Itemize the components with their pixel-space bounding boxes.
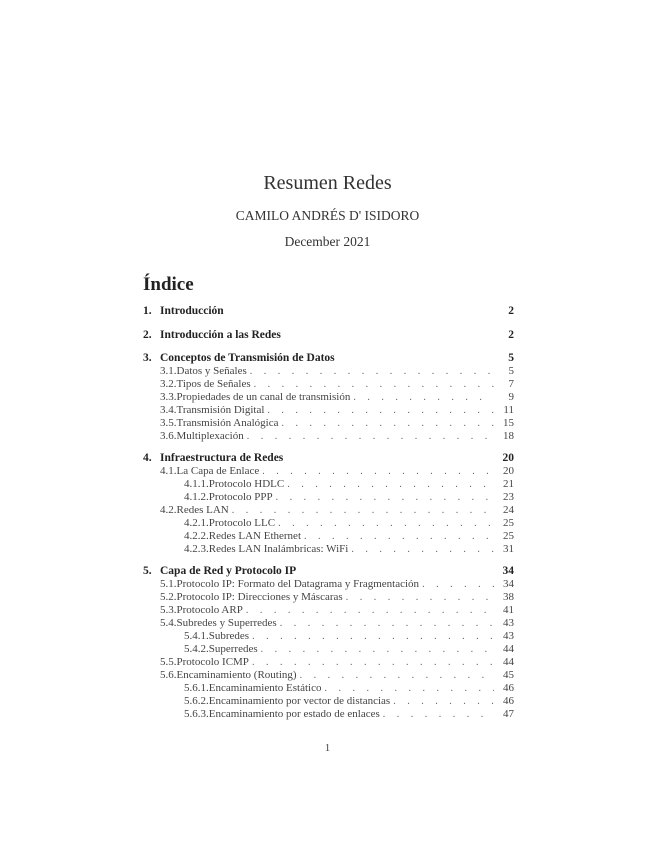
toc-entry[interactable] bbox=[143, 391, 514, 404]
document-date: December 2021 bbox=[284, 234, 371, 249]
toc-entry-number: 4.1. bbox=[160, 465, 177, 477]
toc-entry-label: Redes LAN Inalámbricas: WiFi bbox=[208, 543, 349, 555]
toc-entry-number: 5.3. bbox=[160, 604, 177, 616]
toc-entry-label: Redes LAN bbox=[176, 504, 229, 516]
toc-dot-leader bbox=[280, 617, 494, 630]
toc-entry-page: 20 bbox=[503, 465, 514, 477]
toc-entry[interactable] bbox=[143, 517, 514, 530]
toc-entry-number: 5.4.1. bbox=[184, 630, 209, 642]
toc-entry-page: 43 bbox=[503, 617, 514, 629]
toc-dot-leader bbox=[232, 504, 494, 517]
toc-entry-label: Multiplexación bbox=[176, 430, 244, 442]
toc-dot-leader bbox=[254, 378, 494, 391]
toc-entry-page: 20 bbox=[502, 452, 514, 464]
toc-entry-page: 34 bbox=[503, 578, 514, 590]
toc-dot-leader bbox=[267, 404, 494, 417]
toc-entry[interactable] bbox=[143, 378, 514, 391]
toc-entry-label: Infraestructura de Redes bbox=[160, 452, 284, 464]
toc-dot-leader bbox=[261, 643, 494, 656]
toc-dot-leader bbox=[353, 391, 494, 404]
toc-entry-label: Datos y Señales bbox=[176, 365, 247, 377]
toc-entry[interactable] bbox=[143, 452, 514, 465]
toc-entry-label: Redes LAN Ethernet bbox=[208, 530, 301, 542]
toc-entry-number: 2. bbox=[143, 329, 152, 341]
toc-entry-label: Transmisión Digital bbox=[176, 404, 265, 416]
toc-entry[interactable] bbox=[143, 530, 514, 543]
toc-entry-label: Encaminamiento por estado de enlaces bbox=[208, 708, 380, 720]
toc-entry-label: Encaminamiento por vector de distancias bbox=[208, 695, 391, 707]
toc-entry[interactable] bbox=[143, 417, 514, 430]
toc-entry-number: 4.1.2. bbox=[184, 491, 209, 503]
toc-entry-number: 3.2. bbox=[160, 378, 177, 390]
toc-entry-number: 5.4.2. bbox=[184, 643, 209, 655]
toc-entry[interactable] bbox=[143, 491, 514, 504]
toc-entry[interactable] bbox=[143, 465, 514, 478]
toc-entry-number: 5.6.3. bbox=[184, 708, 209, 720]
toc-entry[interactable] bbox=[143, 365, 514, 378]
toc-entry-page: 38 bbox=[503, 591, 514, 603]
toc-entry-page: 46 bbox=[503, 695, 514, 707]
toc-entry[interactable] bbox=[143, 656, 514, 669]
toc-dot-leader bbox=[281, 417, 494, 430]
toc-entry[interactable] bbox=[143, 504, 514, 517]
toc-dot-leader bbox=[346, 591, 494, 604]
toc-entry-number: 4.2.1. bbox=[184, 517, 209, 529]
toc-entry-label: Protocolo PPP bbox=[208, 491, 273, 503]
toc-dot-leader bbox=[276, 491, 494, 504]
toc-entry-label: Superredes bbox=[208, 643, 258, 655]
toc-entry-number: 4.2. bbox=[160, 504, 177, 516]
toc-entry-label: Protocolo ARP bbox=[176, 604, 243, 616]
toc-dot-leader bbox=[383, 708, 494, 721]
toc-entry[interactable] bbox=[143, 617, 514, 630]
toc-entry-number: 3. bbox=[143, 352, 152, 364]
toc-entry[interactable] bbox=[143, 578, 514, 591]
toc-heading: Índice bbox=[143, 274, 194, 295]
toc-entry-number: 4.2.2. bbox=[184, 530, 209, 542]
toc-entry-label: Subredes bbox=[208, 630, 250, 642]
toc-entry[interactable] bbox=[143, 669, 514, 682]
toc-entry[interactable] bbox=[143, 695, 514, 708]
document-title: Resumen Redes bbox=[263, 172, 392, 194]
toc-entry-page: 25 bbox=[503, 517, 514, 529]
toc-entry-number: 5.1. bbox=[160, 578, 177, 590]
toc-entry-page: 11 bbox=[503, 404, 514, 416]
toc-entry-number: 5.5. bbox=[160, 656, 177, 668]
toc-entry[interactable] bbox=[143, 329, 514, 342]
toc-entry[interactable] bbox=[143, 591, 514, 604]
toc-dot-leader bbox=[393, 695, 494, 708]
toc-entry-page: 18 bbox=[503, 430, 514, 442]
toc-entry-page: 2 bbox=[508, 305, 514, 317]
toc-entry-number: 3.1. bbox=[160, 365, 177, 377]
toc-entry-label: Encaminamiento Estático bbox=[208, 682, 322, 694]
toc-entry-number: 5.2. bbox=[160, 591, 177, 603]
toc-entry-number: 4.1.1. bbox=[184, 478, 209, 490]
toc-entry-label: Encaminamiento (Routing) bbox=[176, 669, 297, 681]
toc-dot-leader bbox=[287, 478, 494, 491]
toc-entry[interactable] bbox=[143, 604, 514, 617]
toc-entry-number: 5.6.1. bbox=[184, 682, 209, 694]
toc-entry[interactable] bbox=[143, 708, 514, 721]
toc-dot-leader bbox=[246, 604, 494, 617]
toc-entry-number: 5.6. bbox=[160, 669, 177, 681]
toc-dot-leader bbox=[252, 656, 494, 669]
toc-entry[interactable] bbox=[143, 682, 514, 695]
toc-entry-label: Transmisión Analógica bbox=[176, 417, 279, 429]
toc-entry[interactable] bbox=[143, 404, 514, 417]
toc-entry-page: 34 bbox=[502, 565, 514, 577]
toc-entry-page: 5 bbox=[508, 365, 514, 377]
toc-entry-number: 5. bbox=[143, 565, 152, 577]
toc-entry-page: 46 bbox=[503, 682, 514, 694]
toc-entry-label: La Capa de Enlace bbox=[176, 465, 260, 477]
toc-entry[interactable] bbox=[143, 543, 514, 556]
toc-entry[interactable] bbox=[143, 478, 514, 491]
toc-entry-number: 4. bbox=[143, 452, 152, 464]
toc-entry-page: 31 bbox=[503, 543, 514, 555]
toc-entry[interactable] bbox=[143, 430, 514, 443]
toc-entry-page: 24 bbox=[503, 504, 514, 516]
toc-entry-number: 1. bbox=[143, 305, 152, 317]
toc-entry-label: Protocolo IP: Formato del Datagrama y Fragmentación bbox=[176, 578, 420, 590]
toc-entry-page: 21 bbox=[503, 478, 514, 490]
toc-entry-label: Protocolo HDLC bbox=[208, 478, 285, 490]
toc-dot-leader bbox=[304, 530, 494, 543]
toc-dot-leader bbox=[247, 430, 494, 443]
toc-dot-leader bbox=[351, 543, 494, 556]
toc-dot-leader bbox=[422, 578, 494, 591]
toc-entry-label: Protocolo IP: Direcciones y Máscaras bbox=[176, 591, 343, 603]
toc-entry-page: 45 bbox=[503, 669, 514, 681]
toc-entry-page: 23 bbox=[503, 491, 514, 503]
toc-entry-label: Subredes y Superredes bbox=[176, 617, 277, 629]
toc-entry-page: 43 bbox=[503, 630, 514, 642]
toc-entry-label: Conceptos de Transmisión de Datos bbox=[160, 352, 335, 364]
toc-entry[interactable] bbox=[143, 643, 514, 656]
toc-entry-number: 3.4. bbox=[160, 404, 177, 416]
toc-entry-label: Protocolo ICMP bbox=[176, 656, 249, 668]
toc-entry-page: 25 bbox=[503, 530, 514, 542]
toc-entry-page: 15 bbox=[503, 417, 514, 429]
toc-entry-number: 4.2.3. bbox=[184, 543, 209, 555]
toc-dot-leader bbox=[324, 682, 494, 695]
toc-entry-label: Introducción a las Redes bbox=[160, 329, 281, 341]
toc-entry-number: 3.5. bbox=[160, 417, 177, 429]
toc-entry-page: 7 bbox=[508, 378, 514, 390]
toc-entry-page: 44 bbox=[503, 643, 514, 655]
toc-entry-label: Capa de Red y Protocolo IP bbox=[160, 565, 297, 577]
toc-entry-page: 47 bbox=[503, 708, 514, 720]
toc-entry-label: Introducción bbox=[160, 305, 224, 317]
toc-entry-page: 41 bbox=[503, 604, 514, 616]
toc-dot-leader bbox=[300, 669, 494, 682]
toc-dot-leader bbox=[278, 517, 494, 530]
toc-entry[interactable] bbox=[143, 630, 514, 643]
toc-dot-leader bbox=[252, 630, 494, 643]
toc-entry-label: Tipos de Señales bbox=[176, 378, 251, 390]
toc-entry[interactable] bbox=[143, 305, 514, 318]
page-number: 1 bbox=[324, 742, 331, 754]
toc-entry-page: 9 bbox=[508, 391, 514, 403]
toc-entry-number: 3.6. bbox=[160, 430, 177, 442]
toc-entry[interactable] bbox=[143, 352, 514, 365]
toc-entry-page: 5 bbox=[508, 352, 514, 364]
toc-entry-page: 44 bbox=[503, 656, 514, 668]
toc-entry[interactable] bbox=[143, 565, 514, 578]
toc-entry-number: 3.3. bbox=[160, 391, 177, 403]
toc-dot-leader bbox=[250, 365, 494, 378]
document-author: CAMILO ANDRÉS D' ISIDORO bbox=[235, 208, 420, 223]
toc-entry-label: Propiedades de un canal de transmisión bbox=[176, 391, 351, 403]
toc-entry-page: 2 bbox=[508, 329, 514, 341]
toc-dot-leader bbox=[262, 465, 494, 478]
toc-entry-number: 5.4. bbox=[160, 617, 177, 629]
toc-entry-label: Protocolo LLC bbox=[208, 517, 276, 529]
toc-entry-number: 5.6.2. bbox=[184, 695, 209, 707]
